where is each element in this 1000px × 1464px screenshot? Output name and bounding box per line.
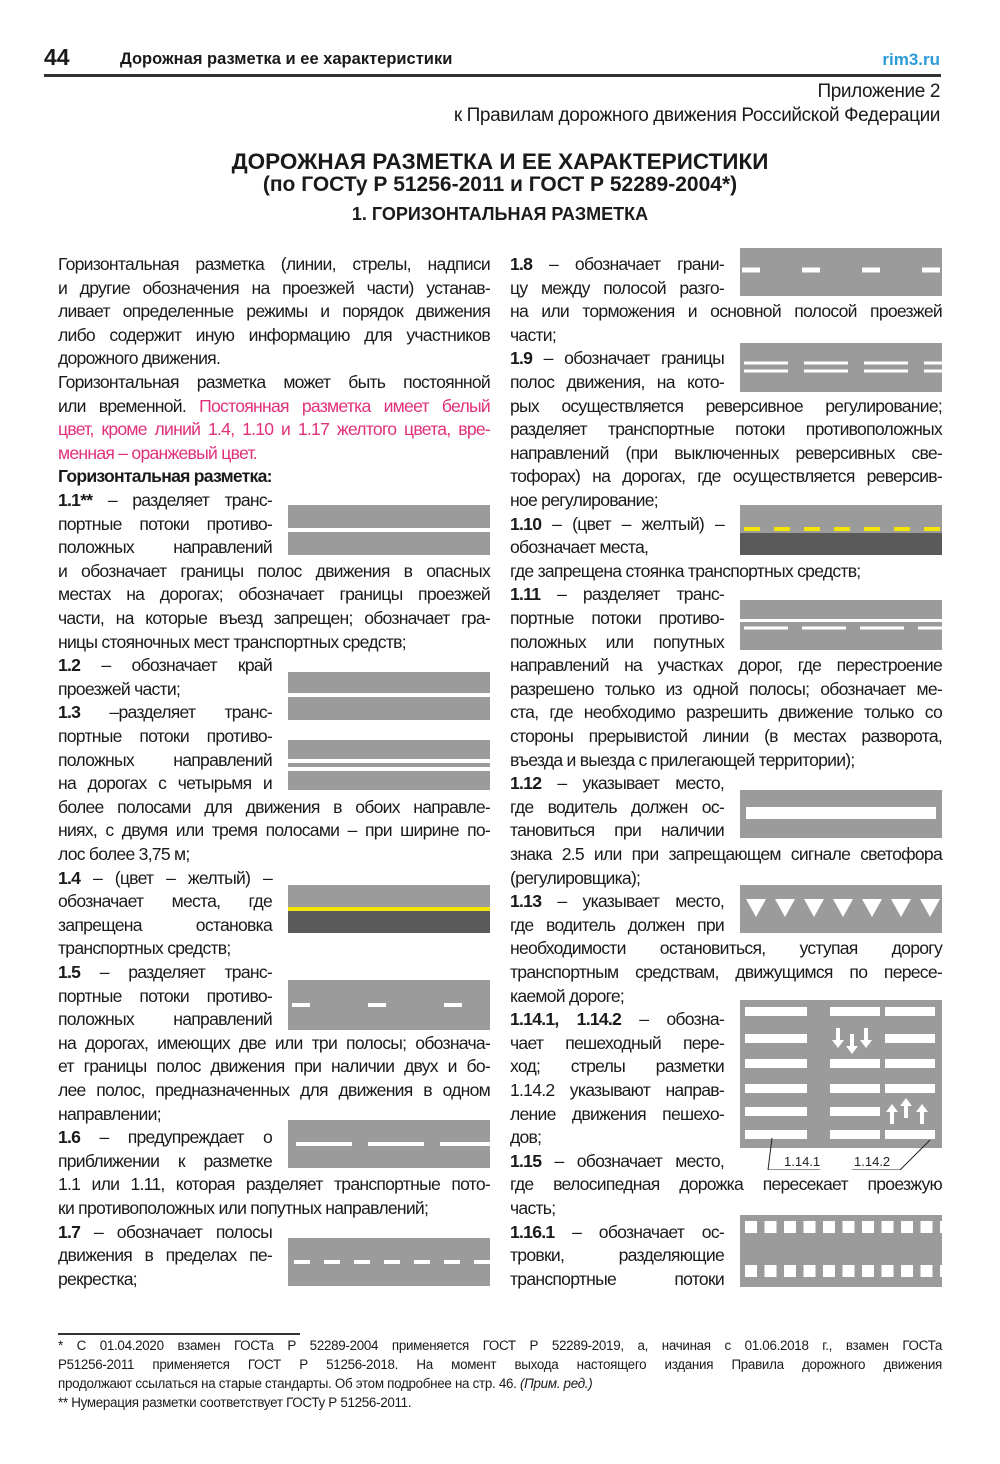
text-line <box>510 607 724 631</box>
footnote-1-line-1: * С 01.04.2020 взамен ГОСТа Р 52289-2004 применяется ГОСТ Р 52289-2019, а, начиная с 01.06.2018 г., взамен ГОСТа <box>58 1338 942 1353</box>
line-text: обозначает места, <box>510 537 649 558</box>
island-square <box>765 1265 777 1277</box>
line-text: направлений (при выключенных реверсивных све- <box>510 442 942 463</box>
zebra-stripe <box>830 1007 880 1016</box>
line-text: въезда и выезда с прилегающей территории); <box>510 749 855 770</box>
text-line <box>510 1244 724 1268</box>
zebra-stripe <box>745 1059 807 1068</box>
line-text: проезжей части; <box>58 678 181 699</box>
line-text: – (цвет – желтый) – <box>80 867 272 888</box>
line-text: знака 2.5 или при запрещающем сигнале светофора <box>510 844 942 864</box>
island-square <box>862 1265 874 1277</box>
text-line <box>510 536 724 560</box>
footnote-2: ** Нумерация разметки соответствует ГОСТу Р 51256-2011. <box>58 1395 412 1410</box>
line-text: – указывает место, <box>541 891 724 912</box>
text-line <box>58 1150 272 1174</box>
line-text: – разделяет транс- <box>540 584 724 605</box>
line-text: стороны прерывистой линии (в местах разворота, <box>510 726 942 746</box>
line-text: тановиться при наличии <box>510 820 724 841</box>
text-line <box>58 1268 272 1292</box>
line-text: (регулировщика); <box>510 867 641 888</box>
marking-number: 1.2 <box>58 655 81 676</box>
zebra-stripe <box>830 1130 880 1139</box>
line-text: – обозначает грани- <box>532 254 724 274</box>
zebra-stripe <box>885 1130 935 1139</box>
text-line <box>510 253 724 277</box>
text-line <box>510 654 942 678</box>
text-line <box>58 1244 272 1268</box>
text-line <box>58 937 272 961</box>
appendix-label: Приложение 2 <box>817 81 940 102</box>
line-text: рекрестка; <box>58 1268 137 1289</box>
line-text: транспортным средствам, движущимся по пересе- <box>510 962 942 982</box>
line-text: тофорах) на дорогах, где осуществляется реверсив- <box>510 466 942 487</box>
line-text: на дорогах, имеющих две или три полосы; обознача- <box>58 1032 490 1053</box>
text-line <box>510 1103 724 1127</box>
island-square <box>784 1221 796 1233</box>
text-line <box>58 985 272 1009</box>
text-line <box>58 560 490 584</box>
marking-number: 1.1** <box>58 490 93 510</box>
zebra-stripe <box>745 1034 807 1043</box>
footnote-1-line-2: Р51256-2011 применяется ГОСТ Р 51256-2018. На момент выхода настоящего издания Правила дорожного движения <box>58 1357 942 1372</box>
text-line <box>510 819 724 843</box>
marking-number: 1.14.1, 1.14.2 <box>510 1009 622 1030</box>
text-line <box>510 843 942 867</box>
zebra-stripe <box>885 1059 935 1068</box>
line-text: части; <box>510 324 557 345</box>
text-line <box>510 631 724 655</box>
marking-number: 1.15 <box>510 1150 542 1171</box>
text-line <box>510 1055 724 1079</box>
text-line <box>510 796 724 820</box>
text-line <box>510 347 724 371</box>
text-line <box>58 583 490 607</box>
text-line <box>510 749 942 773</box>
line-text: лос более 3,75 м; <box>58 844 190 864</box>
text-line <box>510 890 724 914</box>
text-line <box>58 914 272 938</box>
line-text: – обозначает полосы <box>80 1221 272 1242</box>
text-line <box>510 1173 942 1197</box>
line-text: положных направлений <box>58 749 272 770</box>
line-text: каемой дороге; <box>510 985 625 1006</box>
text-line <box>58 465 490 489</box>
section-heading: 1. ГОРИЗОНТАЛЬНАЯ РАЗМЕТКА <box>351 204 649 224</box>
line-text: ницы стояночных мест транспортных средств; <box>58 631 406 652</box>
marking-1-6-figure <box>288 1120 490 1168</box>
marking-1-7-figure <box>288 1238 490 1286</box>
text-line <box>58 725 272 749</box>
line-text: – (цвет – желтый) – <box>541 513 724 534</box>
zebra-stripe <box>885 1034 935 1043</box>
line-text: 1.1 или 1.11, которая разделяет транспортные пото- <box>58 1174 490 1195</box>
line-text: – обозначает границы <box>532 348 724 369</box>
text-line <box>58 631 490 655</box>
marking-number: 1.8 <box>510 254 533 274</box>
text-line <box>58 772 272 796</box>
line-text: или временной. <box>58 395 200 416</box>
footnote-rule <box>58 1333 300 1335</box>
line-text: транспортных средств; <box>58 938 231 959</box>
line-text: портные потоки противо- <box>58 985 272 1006</box>
line-text: либо содержит иную информацию для участников <box>58 324 490 345</box>
text-line <box>510 371 724 395</box>
text-line <box>58 1126 272 1150</box>
marking-number: 1.11 <box>510 584 541 605</box>
marking-1-16-1-figure <box>740 1215 942 1287</box>
text-line <box>510 583 724 607</box>
text-line <box>58 1079 490 1103</box>
line-text: портные потоки противо- <box>58 513 272 534</box>
line-text: дорожного движения. <box>58 348 221 369</box>
zebra-stripe <box>885 1007 935 1016</box>
line-text: приближении к разметке <box>58 1150 272 1171</box>
crosswalk-label-1-14-2: 1.14.2 <box>854 1154 891 1169</box>
text-line <box>58 1221 272 1245</box>
text-line <box>510 465 942 489</box>
highlight-text: менная – оранжевый цвет. <box>58 442 257 463</box>
text-line <box>510 300 942 324</box>
text-line <box>510 277 724 301</box>
header-rule <box>44 74 941 77</box>
marking-1-12-figure <box>740 790 942 838</box>
island-square <box>784 1265 796 1277</box>
text-line <box>58 1197 490 1221</box>
editor-note: (Прим. ред.) <box>519 1376 593 1391</box>
page-number: 44 <box>44 44 70 70</box>
text-line <box>510 442 942 466</box>
line-text: Горизонтальная разметка может быть постоянной <box>58 372 490 392</box>
line-text: положных или попутных <box>510 631 724 652</box>
text-line <box>58 347 490 371</box>
marking-number: 1.13 <box>510 891 542 912</box>
text-line <box>58 607 490 631</box>
island-square <box>843 1221 855 1233</box>
line-text: – указывает место, <box>541 773 724 794</box>
text-line <box>58 796 490 820</box>
text-line <box>58 701 272 725</box>
zebra-stripe <box>885 1084 935 1093</box>
line-text: обозначает места, где <box>58 891 272 912</box>
marking-1-11-figure <box>740 600 942 650</box>
marking-number: 1.9 <box>510 348 533 369</box>
text-line <box>510 1150 724 1174</box>
island-square <box>804 1265 816 1277</box>
text-line <box>58 371 490 395</box>
marking-1-13-figure <box>740 885 942 933</box>
text-line <box>58 749 272 773</box>
line-text: разрешено только из одной полосы; обозначает ме- <box>510 678 942 699</box>
line-text: более полосами для движения в обоих направле- <box>58 796 490 817</box>
zebra-stripe <box>745 1084 807 1093</box>
marking-1-14-figure <box>740 1000 942 1170</box>
line-text: 1.14.2 указывают направ- <box>510 1080 724 1100</box>
line-text: портные потоки противо- <box>510 608 724 628</box>
marking-1-1-figure <box>288 505 490 555</box>
line-text: ет границы полос движения при наличии двух и бо- <box>58 1056 490 1077</box>
line-text: тровки, разделяющие <box>510 1245 724 1266</box>
line-text: – обозначает место, <box>541 1150 724 1171</box>
text-line <box>58 395 490 419</box>
line-text: и другие обозначения на проезжей части) устанав- <box>58 277 490 298</box>
text-line <box>58 843 490 867</box>
line-text: – разделяет транс- <box>92 490 272 510</box>
text-line <box>510 1079 724 1103</box>
text-line <box>58 819 490 843</box>
line-text: ста, где необходимо разрешить движение только со <box>510 702 942 723</box>
line-text: на или торможения и основной полосой проезжей <box>510 301 942 322</box>
zebra-stripe <box>745 1130 807 1139</box>
line-text: части, на которые въезд запрещен; обозначает гра- <box>58 608 490 628</box>
text-line <box>510 1008 724 1032</box>
island-square <box>882 1221 894 1233</box>
line-text: движения в пределах пе- <box>58 1245 272 1266</box>
page-title: ДОРОЖНАЯ РАЗМЕТКА И ЕЕ ХАРАКТЕРИСТИКИ <box>231 149 769 174</box>
text-line <box>58 324 490 348</box>
text-line <box>58 300 490 324</box>
line-text: и обозначает границы полос движения в опасных <box>58 560 490 581</box>
marking-number: 1.16.1 <box>510 1221 555 1242</box>
island-square <box>745 1221 757 1233</box>
marking-number: Горизонтальная разметка: <box>58 466 272 487</box>
text-line <box>58 418 490 442</box>
marking-number: 1.7 <box>58 1221 81 1242</box>
line-text: где запрещена стоянка транспортных средств; <box>510 560 861 581</box>
text-line <box>58 678 272 702</box>
marking-1-9-figure <box>740 343 942 392</box>
island-square <box>823 1265 835 1277</box>
line-text: ление движения пешехо- <box>510 1103 724 1124</box>
text-line <box>58 1173 490 1197</box>
marking-number: 1.12 <box>510 773 542 794</box>
line-text: ниях, с двумя или тремя полосами – при ширине по- <box>58 820 490 841</box>
island-square <box>901 1265 913 1277</box>
highlight-text: Постоянная разметка имеет белый <box>199 395 490 416</box>
text-line <box>58 513 272 537</box>
text-line <box>510 1221 724 1245</box>
running-header-title: Дорожная разметка и ее характеристики <box>120 50 453 68</box>
text-line <box>58 253 490 277</box>
text-line <box>510 678 942 702</box>
footnote-1-line-3 <box>58 1376 942 1391</box>
text-line <box>510 1126 724 1150</box>
text-line <box>510 914 724 938</box>
page-subtitle: (по ГОСТу Р 51256-2011 и ГОСТ Р 52289-2004*) <box>262 173 738 196</box>
text-line <box>58 867 272 891</box>
line-text: – предупреждает о <box>80 1127 272 1148</box>
line-text: где велосипедная дорожка пересекает проезжую <box>510 1174 942 1195</box>
marking-number: 1.5 <box>58 962 81 982</box>
line-text: направлений на участках дорог, где перестроение <box>510 655 942 676</box>
text-line <box>510 937 942 961</box>
line-text: полос движения, на кото- <box>510 372 724 392</box>
zebra-stripe <box>830 1084 880 1093</box>
island-square <box>765 1221 777 1233</box>
line-text: – обозначает ос- <box>554 1221 724 1242</box>
text-line <box>58 890 272 914</box>
line-text: чает пешеходный пере- <box>510 1032 724 1053</box>
text-line <box>510 560 942 584</box>
marking-number: 1.4 <box>58 867 81 888</box>
marking-1-3-figure <box>288 740 490 790</box>
island-square <box>862 1221 874 1233</box>
line-text: где водитель должен ос- <box>510 796 724 817</box>
text-line <box>58 1008 272 1032</box>
line-text: Горизонтальная разметка (линии, стрелы, надписи <box>58 254 490 274</box>
text-line <box>510 725 942 749</box>
line-text: положных направлений <box>58 537 272 558</box>
island-square <box>882 1265 894 1277</box>
marking-number: 1.6 <box>58 1127 81 1148</box>
marking-1-10-figure <box>740 505 942 555</box>
line-text: разделяет транспортные потоки противоположных <box>510 419 942 440</box>
appendix-subtitle: к Правилам дорожного движения Российской Федерации <box>453 105 940 126</box>
island-square <box>940 1221 942 1233</box>
line-text: дов; <box>510 1127 542 1148</box>
text-line <box>58 961 272 985</box>
line-text: положных направлений <box>58 1009 272 1030</box>
highlight-text: цвет, кроме линий 1.4, 1.10 и 1.17 желтого цвета, вре- <box>58 419 490 440</box>
marking-1-8-figure <box>740 248 942 296</box>
island-square <box>901 1221 913 1233</box>
marking-number: 1.10 <box>510 513 542 534</box>
zebra-stripe <box>745 1107 807 1116</box>
text-line <box>58 536 272 560</box>
text-line <box>510 418 942 442</box>
island-square <box>843 1265 855 1277</box>
text-line <box>510 395 942 419</box>
island-square <box>940 1265 942 1277</box>
site-link[interactable]: rim3.ru <box>882 50 940 69</box>
zebra-stripe <box>830 1107 880 1116</box>
line-text: ки противоположных или попутных направлений; <box>58 1198 429 1218</box>
line-text: рых осуществляется реверсивное регулирование; <box>510 395 942 416</box>
line-text: направлении; <box>58 1103 161 1124</box>
marking-number: 1.3 <box>58 702 81 723</box>
line-text: ливает определенные режимы и порядок движения <box>58 301 490 322</box>
line-text: местах на дорогах; обозначает границы проезжей <box>58 584 490 605</box>
line-text: часть; <box>510 1198 556 1218</box>
line-text: – разделяет транс- <box>80 962 272 982</box>
island-square <box>804 1221 816 1233</box>
marking-1-5-figure <box>288 980 490 1030</box>
text-line <box>58 489 272 513</box>
line-text: – обозна- <box>621 1009 724 1030</box>
text-line <box>510 1268 724 1292</box>
text-line <box>510 961 942 985</box>
text-line <box>58 1055 490 1079</box>
line-text: портные потоки противо- <box>58 726 272 746</box>
line-text: – обозначает край <box>80 655 272 676</box>
text-line <box>58 1032 490 1056</box>
text-line <box>510 701 942 725</box>
text-line <box>58 654 272 678</box>
text-line <box>510 1032 724 1056</box>
line-text: лее полос, предназначенных для движения в одном <box>58 1080 490 1100</box>
text-line <box>58 442 490 466</box>
marking-1-2-figure <box>288 672 490 720</box>
marking-1-4-figure <box>288 885 490 933</box>
line-text: где водитель должен при <box>510 914 724 935</box>
island-square <box>921 1265 933 1277</box>
line-text: запрещена остановка <box>58 914 272 935</box>
text-line <box>58 277 490 301</box>
zebra-stripe <box>745 1007 807 1016</box>
crosswalk-label-1-14-1: 1.14.1 <box>784 1154 821 1169</box>
line-text: ное регулирование; <box>510 490 658 510</box>
line-text: необходимости остановиться, уступая дорогу <box>510 938 942 959</box>
line-text: транспортные потоки <box>510 1268 724 1289</box>
line-text: цу между полосой разго- <box>510 277 724 298</box>
line-text: ход; стрелы разметки <box>510 1056 724 1077</box>
text-line <box>510 772 724 796</box>
island-square <box>823 1221 835 1233</box>
footnote-text: продолжают ссылаться на старые стандарты. Об этом подробнее на стр. 46. <box>58 1376 520 1391</box>
line-text: –разделяет транс- <box>80 702 272 723</box>
island-square <box>921 1221 933 1233</box>
text-line <box>510 513 724 537</box>
island-square <box>745 1265 757 1277</box>
zebra-stripe <box>830 1059 880 1068</box>
line-text: на дорогах с четырьмя и <box>58 773 272 794</box>
